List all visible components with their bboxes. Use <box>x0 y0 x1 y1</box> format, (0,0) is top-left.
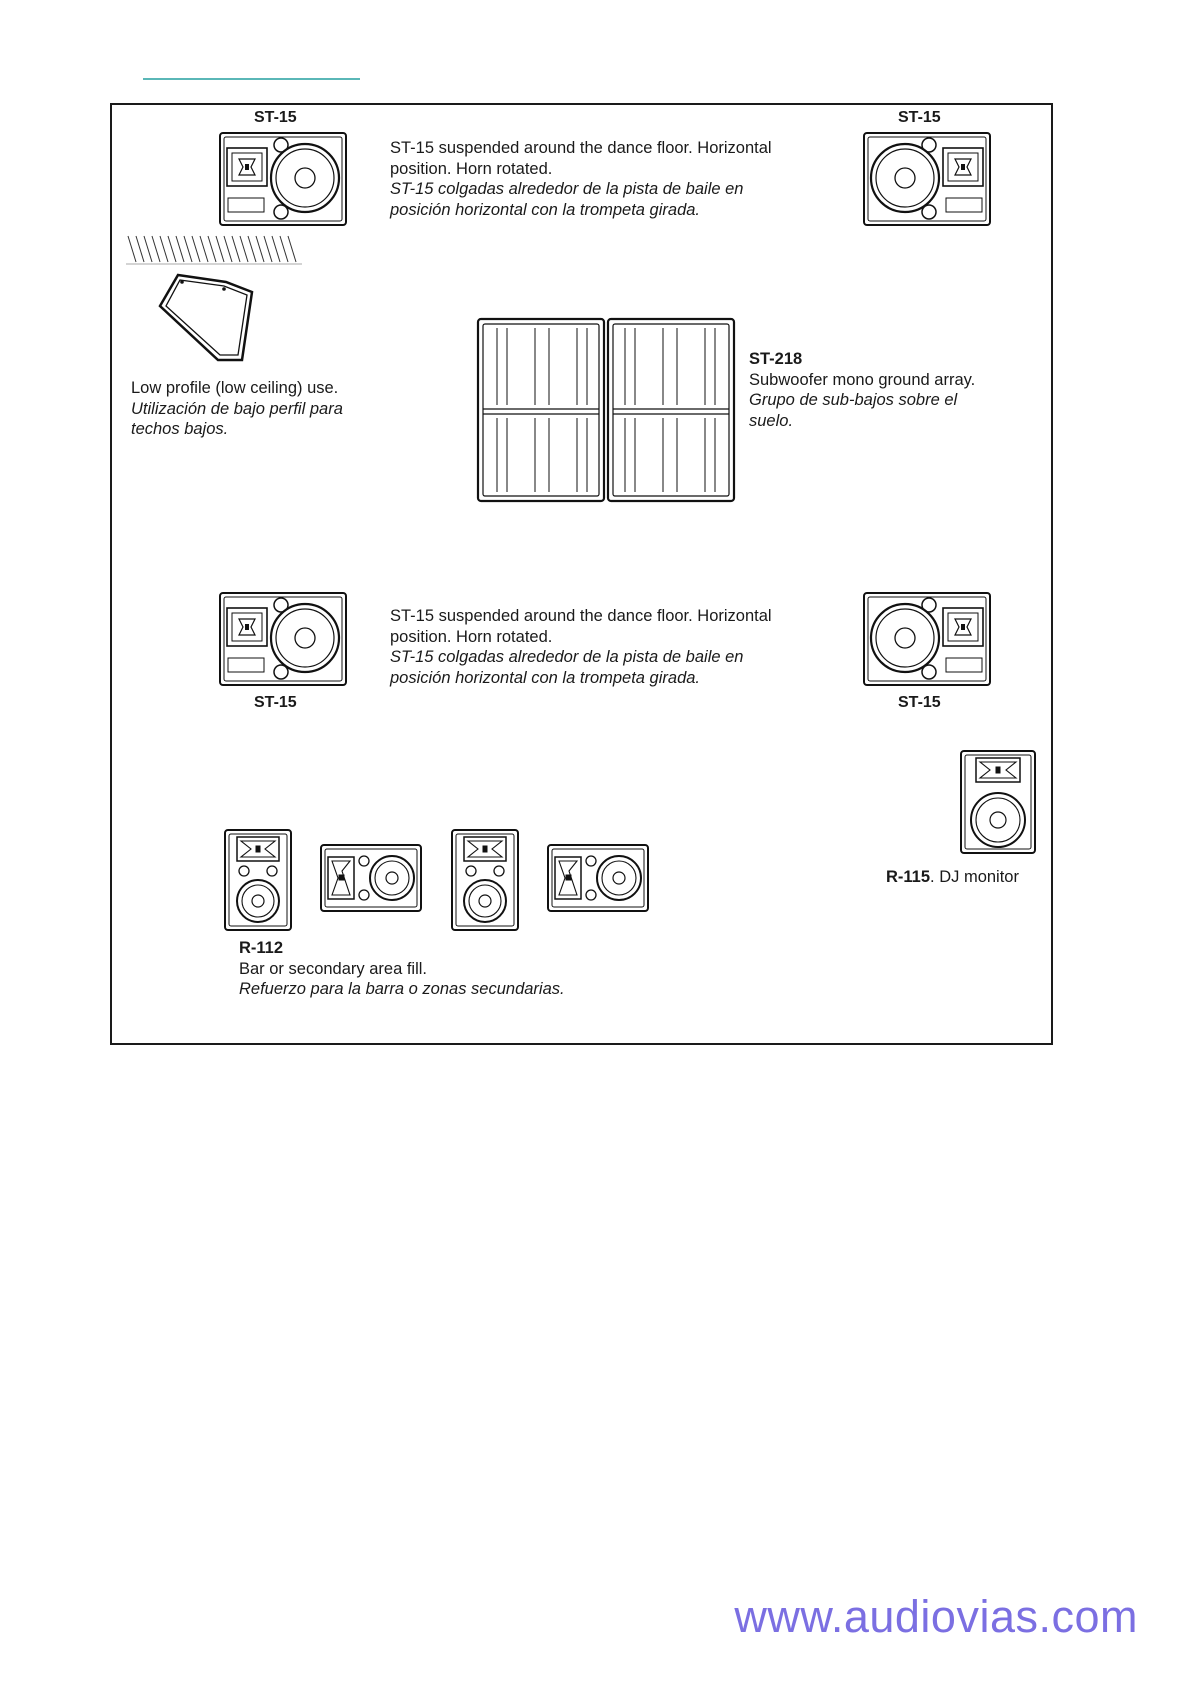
st218-desc-en: Subwoofer mono ground array. <box>749 370 976 389</box>
st15-label-mid-left: ST-15 <box>254 694 297 711</box>
r115-label: R-115 <box>886 868 931 886</box>
low-profile-es-2: techos bajos. <box>131 420 229 438</box>
st15-mid-es-2: posición horizontal con la trompeta girada. <box>390 668 701 687</box>
r112-speaker-horizontal-2 <box>547 844 649 912</box>
r115-description <box>886 867 1019 888</box>
st15-description-mid <box>390 606 772 688</box>
header-rule <box>143 78 360 80</box>
st218-description <box>749 349 975 431</box>
st15-label-top-right: ST-15 <box>898 109 941 126</box>
r115-desc: . DJ monitor <box>930 868 1019 886</box>
r112-label: R-112 <box>239 939 284 957</box>
st15-mid-en-2: position. Horn rotated. <box>390 627 553 646</box>
st15-label-top-left: ST-15 <box>254 109 297 126</box>
r112-speaker-vertical-1 <box>224 829 292 931</box>
st15-desc-es-1: ST-15 colgadas alrededor de la pista de baile en <box>390 180 744 198</box>
st15-mid-es-1: ST-15 colgadas alrededor de la pista de baile en <box>390 648 744 666</box>
r112-desc-es: Refuerzo para la barra o zonas secundarias. <box>239 980 565 998</box>
r112-speaker-horizontal-1 <box>320 844 422 912</box>
low-profile-es-1: Utilización de bajo perfil para <box>131 399 343 418</box>
st218-desc-es-2: suelo. <box>749 411 794 430</box>
st218-desc-es-1: Grupo de sub-bajos sobre el <box>749 391 958 409</box>
ceiling-hatch-icon <box>126 234 302 266</box>
st218-label: ST-218 <box>749 350 803 368</box>
low-profile-en: Low profile (low ceiling) use. <box>131 379 339 397</box>
st15-desc-en-2: position. Horn rotated. <box>390 159 553 178</box>
st15-label-mid-right: ST-15 <box>898 694 941 711</box>
r112-description <box>239 938 565 1000</box>
r115-speaker <box>960 750 1036 854</box>
st15-speaker-mid-left <box>219 592 347 686</box>
st15-speaker-mid-right <box>863 592 991 686</box>
st15-mid-en-1: ST-15 suspended around the dance floor. Horizontal <box>390 607 772 625</box>
st15-speaker-top-right <box>863 132 991 226</box>
st218-subwoofer-array <box>477 318 735 502</box>
r112-speaker-vertical-2 <box>451 829 519 931</box>
st15-description-top <box>390 138 772 220</box>
low-profile-description <box>131 378 343 440</box>
st15-desc-en-1: ST-15 suspended around the dance floor. Horizontal <box>390 139 772 157</box>
footer-website-link[interactable]: www.audiovias.com <box>734 1591 1138 1642</box>
low-profile-speaker-icon <box>154 272 260 364</box>
st15-speaker-top-left <box>219 132 347 226</box>
r112-desc-en: Bar or secondary area fill. <box>239 959 428 978</box>
st15-desc-es-2: posición horizontal con la trompeta girada. <box>390 200 701 219</box>
